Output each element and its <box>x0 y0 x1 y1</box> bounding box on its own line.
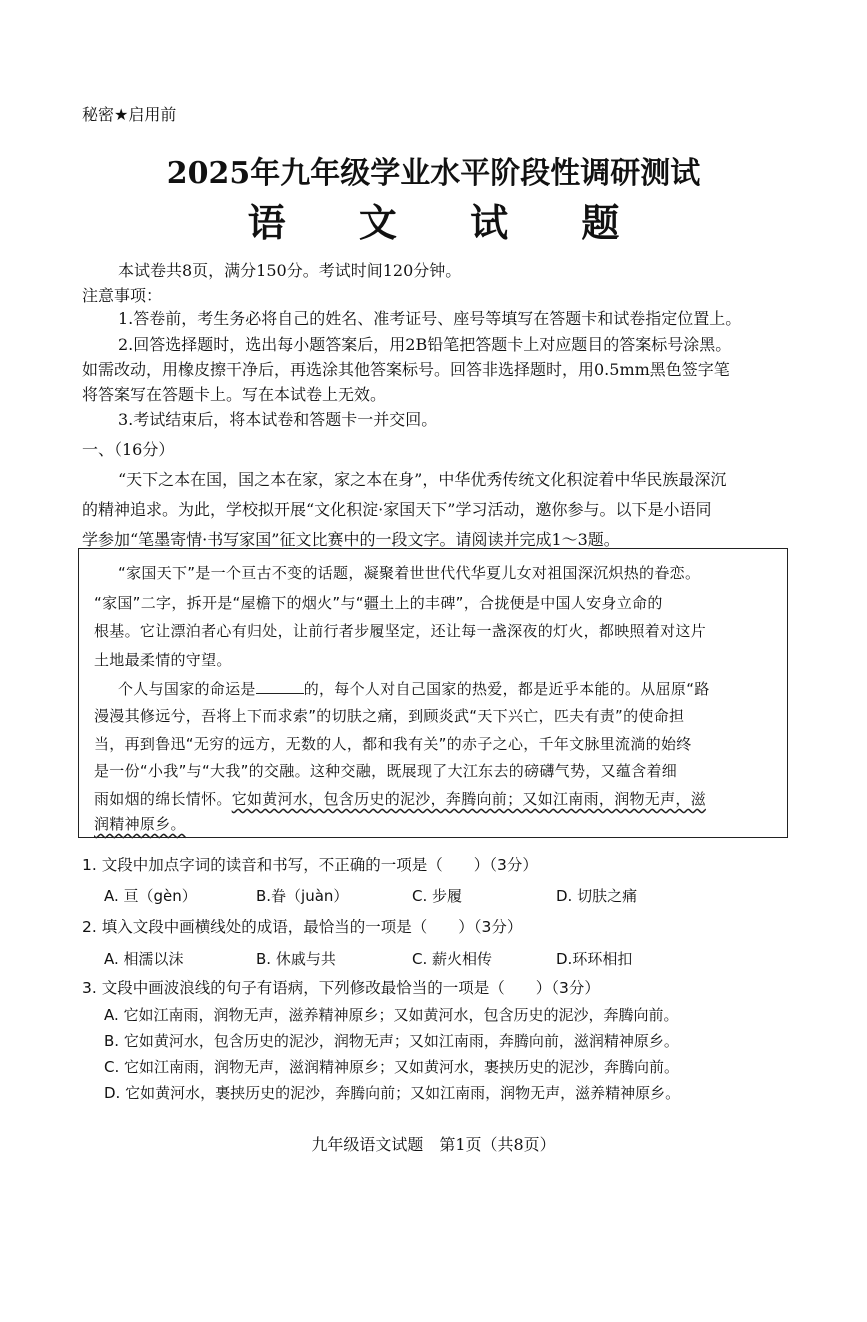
notice-item-2: 2.回答选择题时，选出每小题答案后，用2B铅笔把答题卡上对应题目的答案标号涂黑。 <box>118 335 732 354</box>
question-3-option-c: C. 它如江南雨，润物无声，滋润精神原乡；又如黄河水，裹挟历史的泥沙，奔腾向前。 <box>104 1058 680 1076</box>
passage-line: 土地最柔情的守望。 <box>94 651 232 669</box>
wavy-underlined-sentence: 它如黄河水，包含历史的泥沙，奔腾向前；又如江南雨，润物无声，滋 <box>231 790 707 808</box>
passage-line: 漫漫其修远兮，吾将上下而求索”的切肤之痛，到顾炎武“天下兴亡，匹夫有责”的使命担 <box>94 707 685 725</box>
fill-blank <box>256 679 304 694</box>
passage-line: 根基。它让漂泊者心有归处，让前行者步履坚定，还让每一盏深夜的灯火，都映照着对这片 <box>94 622 707 640</box>
passage-line <box>94 813 186 834</box>
question-3-option-d: D. 它如黄河水，裹挟历史的泥沙，奔腾向前；又如江南雨，润物无声，滋养精神原乡。 <box>104 1084 681 1102</box>
intro-line: 本试卷共8页，满分150分。考试时间120分钟。 <box>118 261 462 280</box>
question-2-option-c: C. 薪火相传 <box>412 950 493 968</box>
question-3-option-a: A. 它如江南雨，润物无声，滋养精神原乡；又如黄河水，包含历史的泥沙，奔腾向前。 <box>104 1006 679 1024</box>
subject-title: 语 文 试 题 <box>247 200 650 245</box>
question-1-option-c: C. 步履 <box>412 887 463 905</box>
passage-line: “家国天下”是一个亘古不变的话题，凝聚着世世代代华夏儿女对祖国深沉炽热的眷恋。 <box>118 564 701 582</box>
passage-line <box>94 788 706 809</box>
question-2-stem: 2. 填入文段中画横线处的成语，最恰当的一项是（ ）（3分） <box>82 918 523 936</box>
section-heading: 一、（16分） <box>82 440 175 459</box>
passage-line <box>118 678 710 699</box>
notice-item-2-cont2: 将答案写在答题卡上。写在本试卷上无效。 <box>82 385 387 404</box>
passage-text: 雨如烟的绵长情怀。 <box>94 790 232 808</box>
question-1-option-b: B.眷（juàn） <box>256 887 349 905</box>
notice-label: 注意事项： <box>82 286 163 305</box>
passage-line: 当，再到鲁迅“无穷的远方，无数的人，都和我有关”的赤子之心，千年文脉里流淌的始终 <box>94 735 692 753</box>
notice-item-2-cont: 如需改动，用橡皮擦干净后，再选涂其他答案标号。回答非选择题时，用0.5mm黑色签字笔 <box>82 360 730 379</box>
page-footer: 九年级语文试题 第1页（共8页） <box>311 1135 556 1154</box>
exam-title: 2025年九年级学业水平阶段性调研测试 <box>166 156 701 191</box>
question-1-option-d: D. 切肤之痛 <box>556 887 638 905</box>
question-2-option-b: B. 休戚与共 <box>256 950 336 968</box>
question-1-stem: 1. 文段中加点字词的读音和书写，不正确的一项是（ ）（3分） <box>82 856 538 874</box>
passage-text: 的，每个人对自己国家的热爱，都是近乎本能的。从屈原“路 <box>303 680 710 698</box>
passage-text: 个人与国家的命运是 <box>118 680 256 698</box>
question-3-stem: 3. 文段中画波浪线的句子有语病，下列修改最恰当的一项是（ ）（3分） <box>82 979 600 997</box>
notice-item-1: 1.答卷前，考生务必将自己的姓名、准考证号、座号等填写在答题卡和试卷指定位置上。 <box>118 309 742 328</box>
question-2-option-a: A. 相濡以沫 <box>104 950 184 968</box>
secret-label: 秘密★启用前 <box>82 105 177 124</box>
passage-line: “家国”二字，拆开是“屋檐下的烟火”与“疆土上的丰碑”，合拢便是中国人安身立命的 <box>94 594 663 612</box>
section-paragraph-line: “天下之本在国，国之本在家，家之本在身”，中华优秀传统文化积淀着中华民族最深沉 <box>118 470 727 489</box>
question-1-option-a: A. 亘（gèn） <box>104 887 197 905</box>
wavy-underlined-sentence: 润精神原乡。 <box>94 815 186 833</box>
question-2-option-d: D.环环相扣 <box>556 950 633 968</box>
section-paragraph-line: 的精神追求。为此，学校拟开展“文化积淀·家国天下”学习活动，邀你参与。以下是小语同 <box>82 500 712 519</box>
question-3-option-b: B. 它如黄河水，包含历史的泥沙，润物无声；又如江南雨，奔腾向前，滋润精神原乡。 <box>104 1032 679 1050</box>
passage-line: 是一份“小我”与“大我”的交融。这种交融，既展现了大江东去的磅礴气势，又蕴含着细 <box>94 762 678 780</box>
notice-item-3: 3.考试结束后，将本试卷和答题卡一并交回。 <box>118 410 438 429</box>
section-paragraph-line: 学参加“笔墨寄情·书写家国”征文比赛中的一段文字。请阅读并完成1～3题。 <box>82 530 620 549</box>
